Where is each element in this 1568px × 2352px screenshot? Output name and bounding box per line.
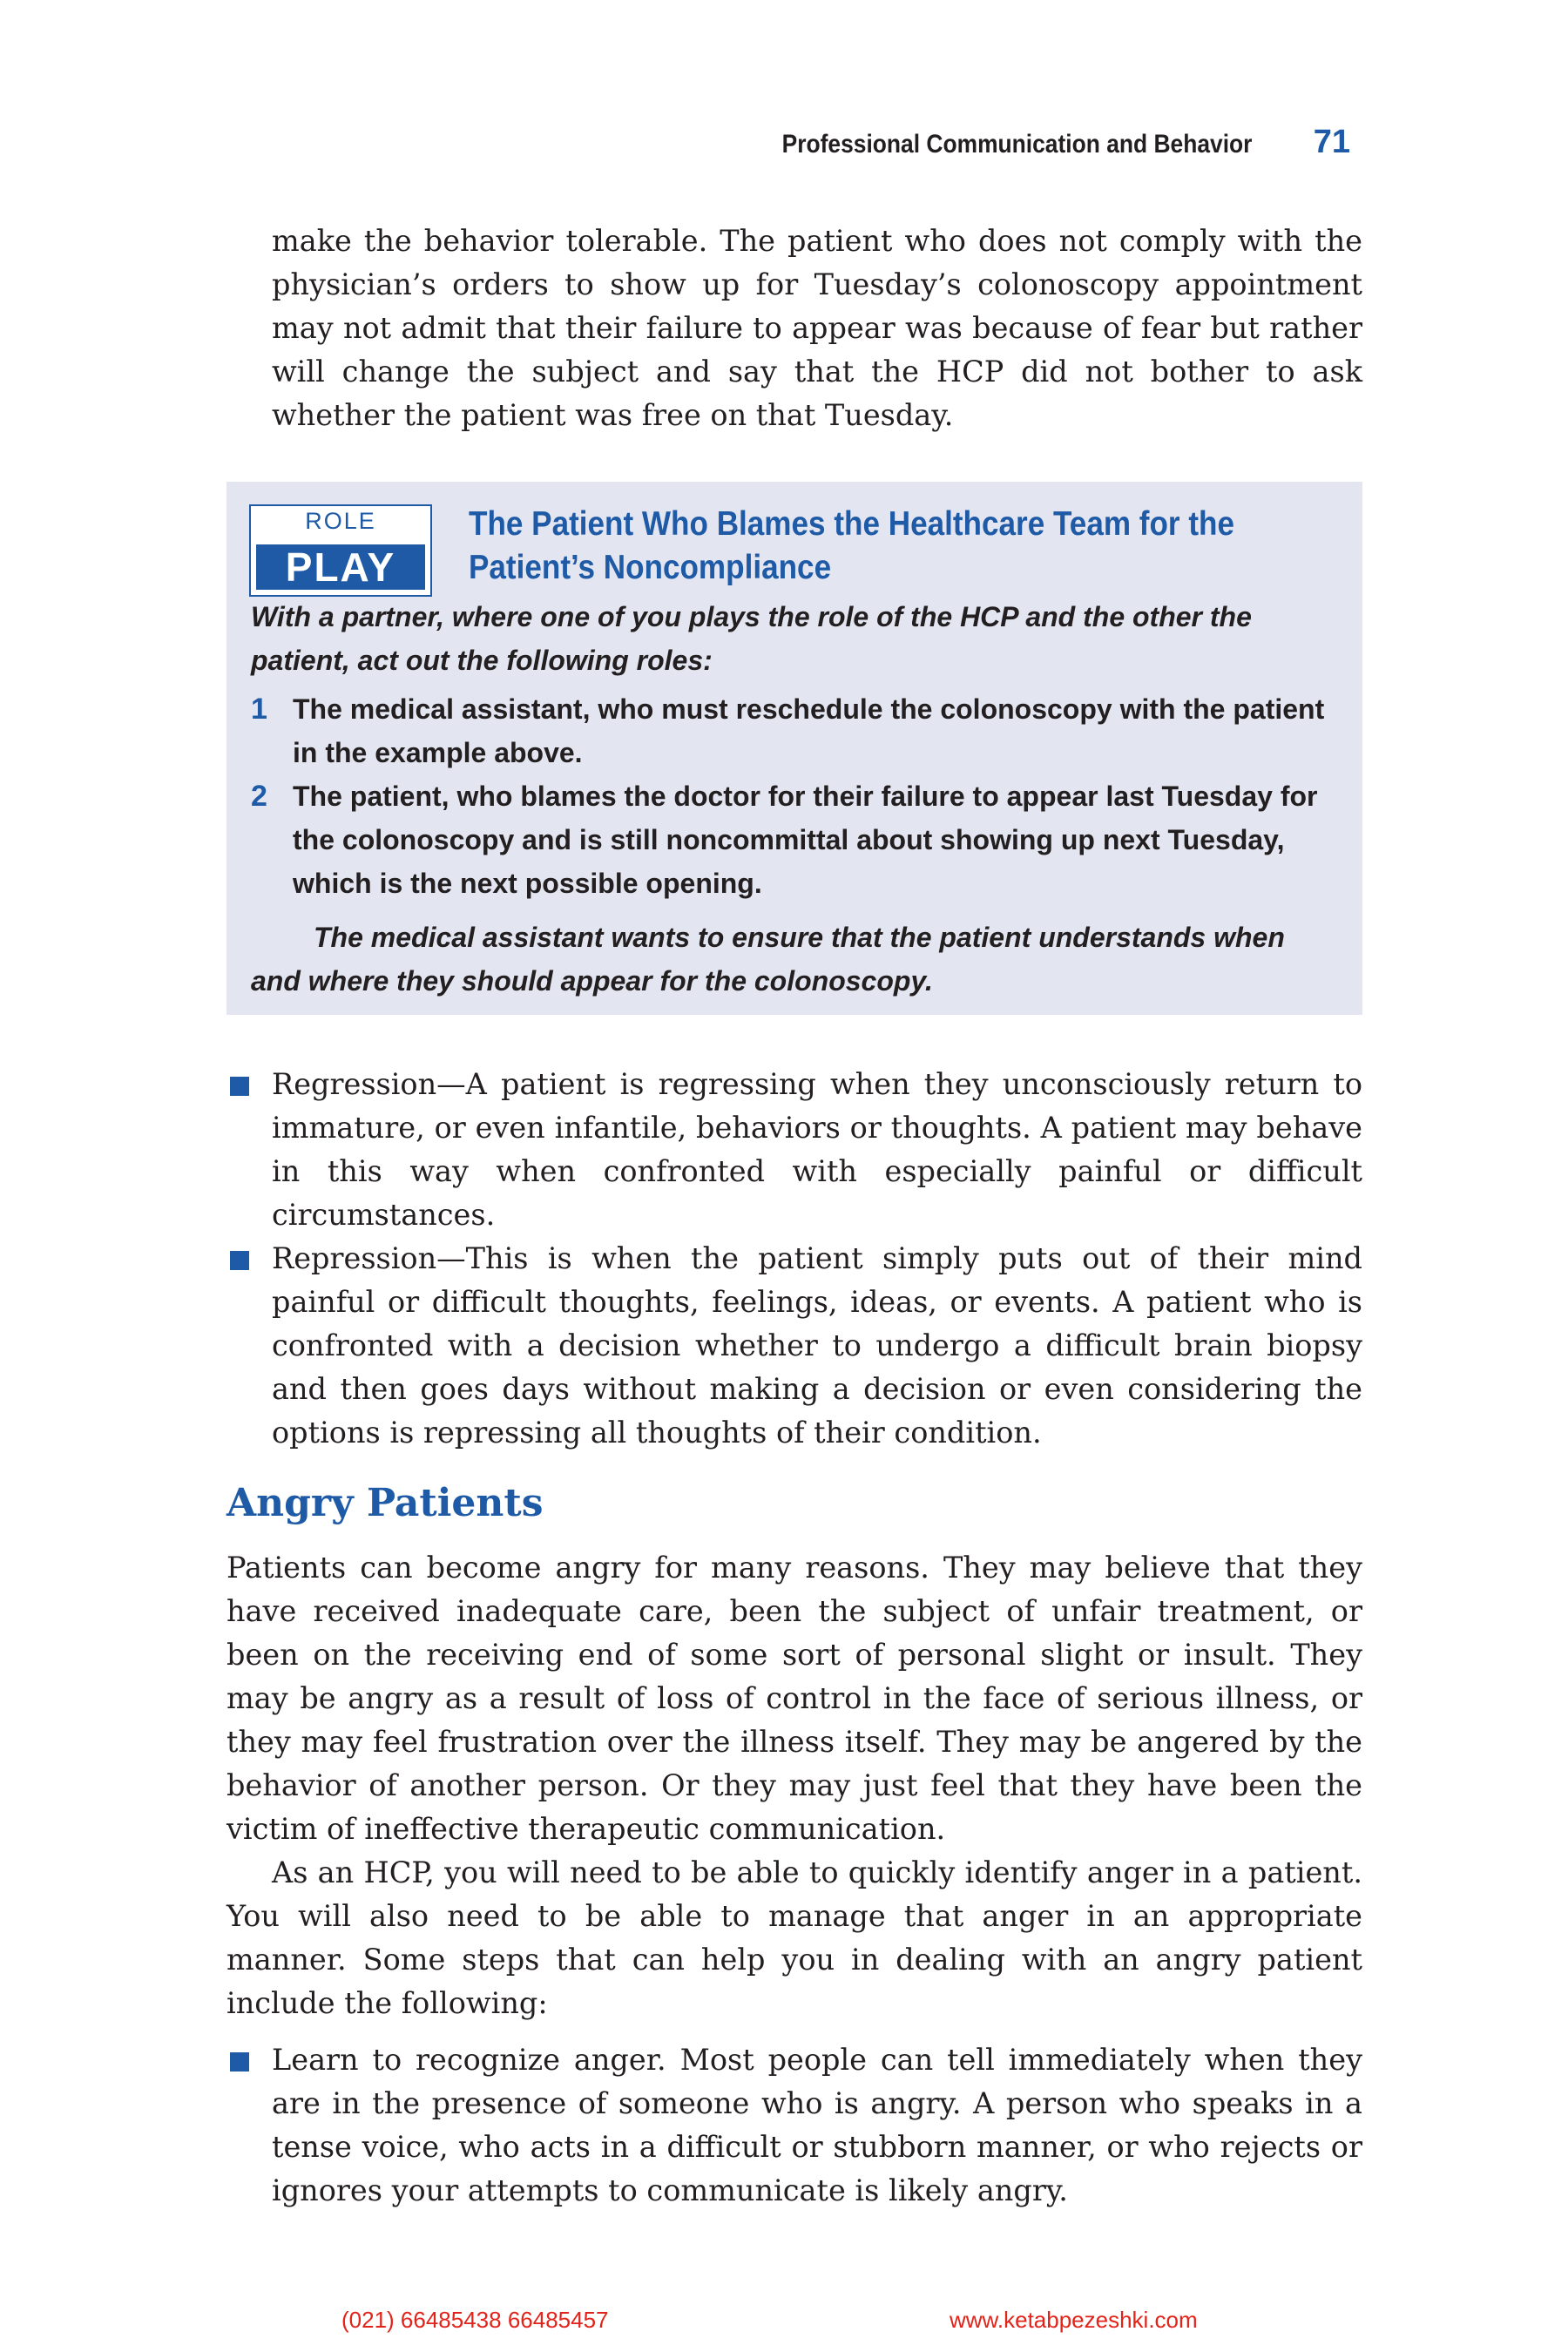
item-text: The patient, who blames the doctor for their failure to appear last Tuesday for the colonoscopy and is still noncommittal about showing up next Tuesday, which is the next possible opening. (293, 781, 1318, 899)
bullet-text: Repression—This is when the patient simply puts out of their mind painful or difficult thoughts, feelings, ideas, or events. A patient who is confronted with a decision whether to undergo a difficult brain biopsy and then goes days without making a decision or even considering the options is repressing all thoughts of their condition. (272, 1241, 1362, 1450)
item-text: The medical assistant, who must reschedule the colonoscopy with the patient in the example above. (293, 693, 1325, 768)
section-body (226, 1546, 1362, 2025)
list-item (226, 1063, 1362, 1237)
role-play-closing: The medical assistant wants to ensure that the patient understands when and where they should appear for the colonoscopy. (251, 922, 1285, 997)
running-title: Professional Communication and Behavior (781, 130, 1253, 159)
footer-website: www.ketabpezeshki.com (950, 2307, 1198, 2333)
paragraph: As an HCP, you will need to be able to quickly identify anger in a patient. You will also need to be able to manage that anger in an appropriate manner. Some steps that can help you in dealing with an angry patient include the following: (226, 1855, 1362, 2020)
role-play-instructions: With a partner, where one of you plays the role of the HCP and the other the patient, act out the following roles: (251, 601, 1252, 676)
bullet-square-icon (230, 1251, 249, 1270)
item-number: 1 (251, 693, 267, 726)
list-item (226, 2038, 1362, 2213)
defense-mechanism-list (226, 1063, 1362, 1455)
intro-paragraph: make the behavior tolerable. The patient who does not comply with the physician’s orders to show up for Tuesday’s colonoscopy appointment may not admit that their failure to appear was because of fear but rather will change the subject and say that the HCP did not bother to ask whether the patient was free on that Tuesday. (272, 224, 1362, 432)
item-number: 2 (251, 780, 267, 813)
role-play-list (251, 687, 1340, 905)
bullet-square-icon (230, 2052, 249, 2072)
page-number: 71 (1313, 124, 1350, 160)
badge-play-label: PLAY (256, 544, 425, 590)
role-play-badge (249, 504, 432, 597)
page-header (226, 124, 1350, 161)
badge-role-label: ROLE (305, 508, 376, 534)
anger-steps-list (226, 2038, 1362, 2213)
paragraph: Patients can become angry for many reasons. They may believe that they have received inadequate care, been the subject of unfair treatment, or been on the receiving end of some sort of personal slight or insult. They may be angry as a result of loss of control in the face of serious illness, or they may feel frustration over the illness itself. They may be angered by the behavior of another person. Or they may just feel that they have been the victim of ineffective therapeutic communication. (226, 1551, 1362, 1846)
role-play-title: The Patient Who Blames the Healthcare Team for the Patient’s Noncompliance (469, 505, 1235, 586)
bullet-text: Regression—A patient is regressing when they unconsciously return to immature, or even infantile, behaviors or thoughts. A patient may behave in this way when confronted with especially painful or difficult circumstances. (272, 1067, 1362, 1232)
section-heading: Angry Patients (226, 1481, 544, 1525)
bullet-text: Learn to recognize anger. Most people can tell immediately when they are in the presence of someone who is angry. A person who speaks in a tense voice, who acts in a difficult or stubborn manner, or who rejects or ignores your attempts to communicate is likely angry. (272, 2043, 1362, 2207)
role-play-item (251, 774, 1340, 905)
list-item (226, 1237, 1362, 1455)
role-play-box (226, 482, 1362, 1015)
footer-phone: (021) 66485438 66485457 (341, 2307, 609, 2333)
role-play-item (251, 687, 1340, 774)
bullet-square-icon (230, 1077, 249, 1096)
